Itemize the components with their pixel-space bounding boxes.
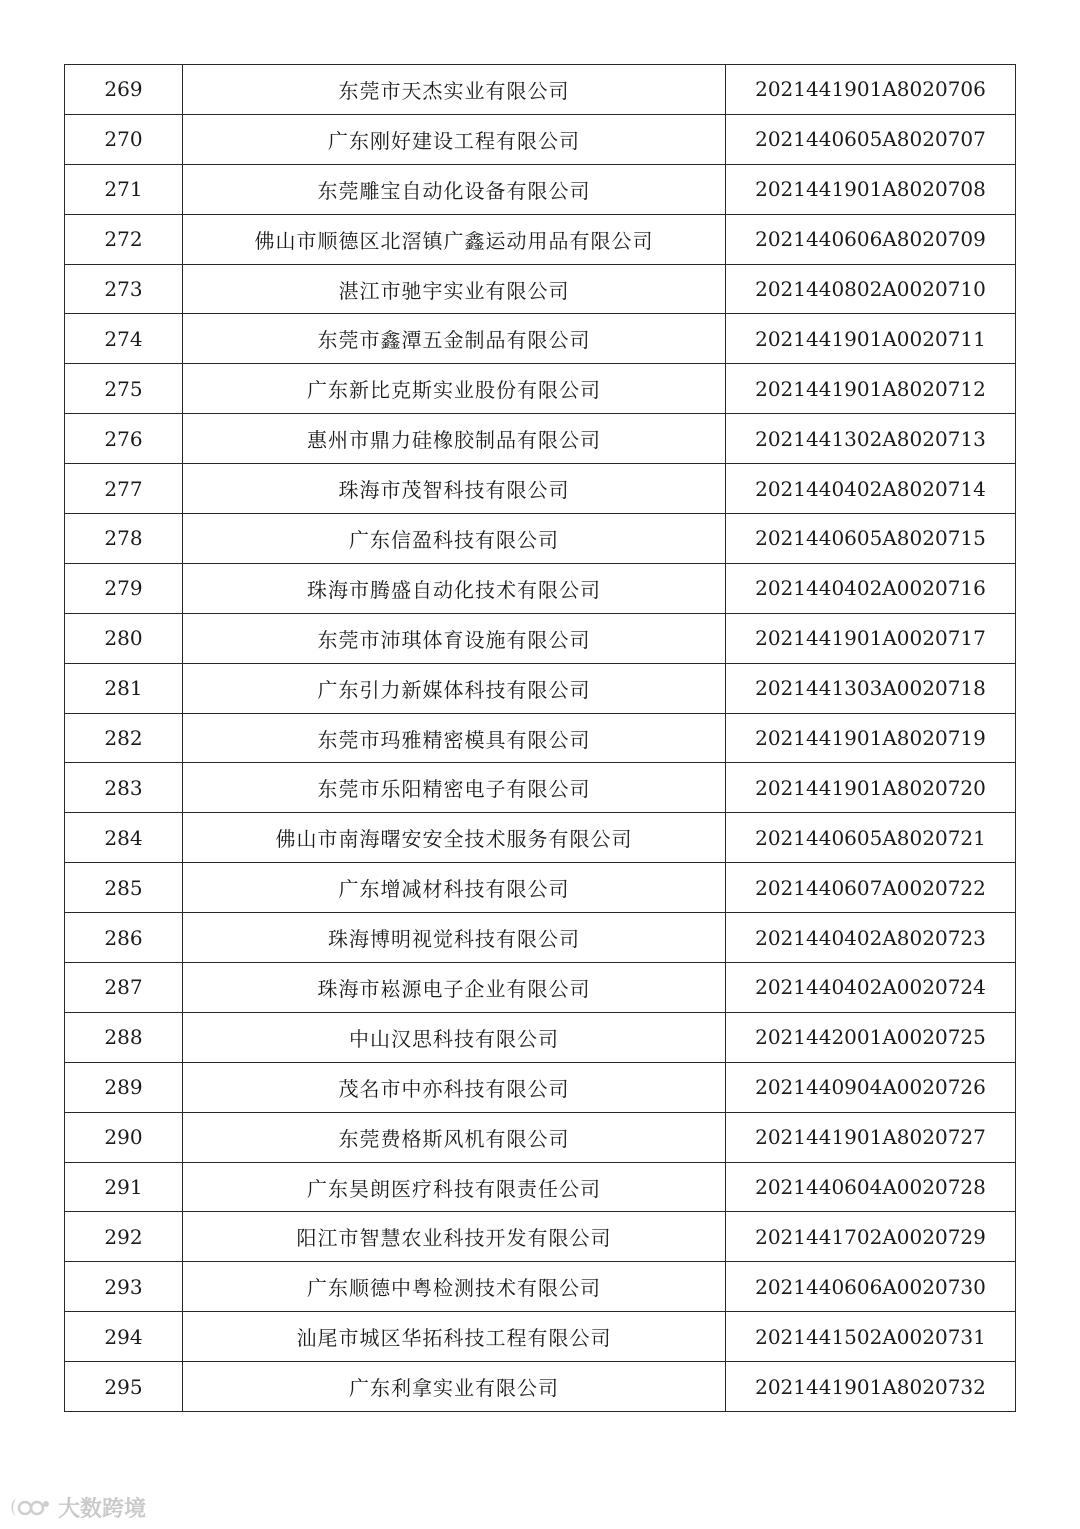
table-row <box>65 663 1016 713</box>
company-list-table-container <box>64 64 1015 1412</box>
table-row <box>65 563 1016 613</box>
table-row <box>65 514 1016 564</box>
table-row <box>65 863 1016 913</box>
cell-serial-number: 288 <box>65 1012 183 1062</box>
cell-registration-code: 2021440402A0020724 <box>726 963 1016 1013</box>
cell-registration-code: 2021440605A8020715 <box>726 514 1016 564</box>
cell-serial-number: 269 <box>65 65 183 115</box>
cell-serial-number: 271 <box>65 164 183 214</box>
table-row <box>65 364 1016 414</box>
cell-registration-code: 2021440802A0020710 <box>726 264 1016 314</box>
table-row <box>65 65 1016 115</box>
cell-serial-number: 287 <box>65 963 183 1013</box>
cell-serial-number: 293 <box>65 1262 183 1312</box>
cell-company-name: 东莞市鑫潭五金制品有限公司 <box>183 314 726 364</box>
cell-registration-code: 2021440607A0020722 <box>726 863 1016 913</box>
cell-company-name: 广东增减材科技有限公司 <box>183 863 726 913</box>
company-list-table <box>64 64 1016 1412</box>
cell-registration-code: 2021441901A0020711 <box>726 314 1016 364</box>
cell-serial-number: 284 <box>65 813 183 863</box>
cell-registration-code: 2021441302A8020713 <box>726 414 1016 464</box>
table-row <box>65 164 1016 214</box>
cell-registration-code: 2021441502A0020731 <box>726 1312 1016 1362</box>
cell-registration-code: 2021441303A0020718 <box>726 663 1016 713</box>
table-row <box>65 913 1016 963</box>
cell-serial-number: 270 <box>65 114 183 164</box>
cell-registration-code: 2021441901A8020708 <box>726 164 1016 214</box>
cell-serial-number: 289 <box>65 1062 183 1112</box>
cell-company-name: 广东刚好建设工程有限公司 <box>183 114 726 164</box>
cell-company-name: 东莞市乐阳精密电子有限公司 <box>183 763 726 813</box>
cell-company-name: 汕尾市城区华拓科技工程有限公司 <box>183 1312 726 1362</box>
cell-registration-code: 2021440402A8020714 <box>726 464 1016 514</box>
cell-serial-number: 283 <box>65 763 183 813</box>
cell-registration-code: 2021440605A8020721 <box>726 813 1016 863</box>
table-row <box>65 1112 1016 1162</box>
watermark-text: 大数跨境 <box>58 1497 147 1522</box>
table-row <box>65 414 1016 464</box>
table-row <box>65 1362 1016 1412</box>
watermark <box>8 1492 146 1523</box>
table-row <box>65 713 1016 763</box>
cell-serial-number: 274 <box>65 314 183 364</box>
cell-serial-number: 277 <box>65 464 183 514</box>
cell-serial-number: 281 <box>65 663 183 713</box>
table-row <box>65 264 1016 314</box>
cell-serial-number: 272 <box>65 214 183 264</box>
cell-registration-code: 2021440402A0020716 <box>726 563 1016 613</box>
table-row <box>65 1012 1016 1062</box>
cell-company-name: 广东信盈科技有限公司 <box>183 514 726 564</box>
cell-registration-code: 2021441901A0020717 <box>726 613 1016 663</box>
cell-serial-number: 295 <box>65 1362 183 1412</box>
cell-serial-number: 279 <box>65 563 183 613</box>
cell-registration-code: 2021441901A8020732 <box>726 1362 1016 1412</box>
cell-registration-code: 2021441901A8020712 <box>726 364 1016 414</box>
table-row <box>65 613 1016 663</box>
cell-company-name: 东莞费格斯风机有限公司 <box>183 1112 726 1162</box>
cell-company-name: 广东利拿实业有限公司 <box>183 1362 726 1412</box>
cell-serial-number: 290 <box>65 1112 183 1162</box>
cell-registration-code: 2021442001A0020725 <box>726 1012 1016 1062</box>
cell-registration-code: 2021440606A8020709 <box>726 214 1016 264</box>
cell-company-name: 珠海市腾盛自动化技术有限公司 <box>183 563 726 613</box>
cell-company-name: 珠海市茂智科技有限公司 <box>183 464 726 514</box>
cell-company-name: 珠海博明视觉科技有限公司 <box>183 913 726 963</box>
cell-registration-code: 2021440604A0020728 <box>726 1162 1016 1212</box>
cell-registration-code: 2021440605A8020707 <box>726 114 1016 164</box>
cell-serial-number: 275 <box>65 364 183 414</box>
cell-company-name: 广东昊朗医疗科技有限责任公司 <box>183 1162 726 1212</box>
cell-company-name: 广东顺德中粤检测技术有限公司 <box>183 1262 726 1312</box>
table-row <box>65 963 1016 1013</box>
cell-serial-number: 278 <box>65 514 183 564</box>
table-row <box>65 813 1016 863</box>
cell-serial-number: 280 <box>65 613 183 663</box>
table-body <box>65 65 1016 1412</box>
cell-registration-code: 2021441901A8020727 <box>726 1112 1016 1162</box>
cell-registration-code: 2021441702A0020729 <box>726 1212 1016 1262</box>
table-row <box>65 763 1016 813</box>
cell-company-name: 茂名市中亦科技有限公司 <box>183 1062 726 1112</box>
cell-company-name: 湛江市驰宇实业有限公司 <box>183 264 726 314</box>
table-row <box>65 1312 1016 1362</box>
cell-company-name: 阳江市智慧农业科技开发有限公司 <box>183 1212 726 1262</box>
cell-company-name: 佛山市南海曙安安全技术服务有限公司 <box>183 813 726 863</box>
cell-serial-number: 294 <box>65 1312 183 1362</box>
table-row <box>65 214 1016 264</box>
cell-serial-number: 285 <box>65 863 183 913</box>
table-row <box>65 1162 1016 1212</box>
cell-registration-code: 2021440402A8020723 <box>726 913 1016 963</box>
cell-company-name: 佛山市顺德区北滘镇广鑫运动用品有限公司 <box>183 214 726 264</box>
table-row <box>65 464 1016 514</box>
cell-serial-number: 282 <box>65 713 183 763</box>
cell-registration-code: 2021441901A8020706 <box>726 65 1016 115</box>
cell-serial-number: 276 <box>65 414 183 464</box>
cell-company-name: 惠州市鼎力硅橡胶制品有限公司 <box>183 414 726 464</box>
cell-registration-code: 2021441901A8020719 <box>726 713 1016 763</box>
cell-company-name: 东莞市玛雅精密模具有限公司 <box>183 713 726 763</box>
cell-registration-code: 2021440904A0020726 <box>726 1062 1016 1112</box>
cell-company-name: 东莞市天杰实业有限公司 <box>183 65 726 115</box>
cell-registration-code: 2021440606A0020730 <box>726 1262 1016 1312</box>
cell-serial-number: 291 <box>65 1162 183 1212</box>
table-row <box>65 1062 1016 1112</box>
cell-company-name: 珠海市崧源电子企业有限公司 <box>183 963 726 1013</box>
cell-company-name: 东莞市沛琪体育设施有限公司 <box>183 613 726 663</box>
table-row <box>65 1262 1016 1312</box>
cell-company-name: 东莞雕宝自动化设备有限公司 <box>183 164 726 214</box>
cell-company-name: 广东引力新媒体科技有限公司 <box>183 663 726 713</box>
cell-company-name: 中山汉思科技有限公司 <box>183 1012 726 1062</box>
table-row <box>65 314 1016 364</box>
cell-company-name: 广东新比克斯实业股份有限公司 <box>183 364 726 414</box>
cell-serial-number: 286 <box>65 913 183 963</box>
brand-logo-icon <box>8 1495 52 1521</box>
cell-serial-number: 273 <box>65 264 183 314</box>
cell-registration-code: 2021441901A8020720 <box>726 763 1016 813</box>
table-row <box>65 1212 1016 1262</box>
table-row <box>65 114 1016 164</box>
cell-serial-number: 292 <box>65 1212 183 1262</box>
